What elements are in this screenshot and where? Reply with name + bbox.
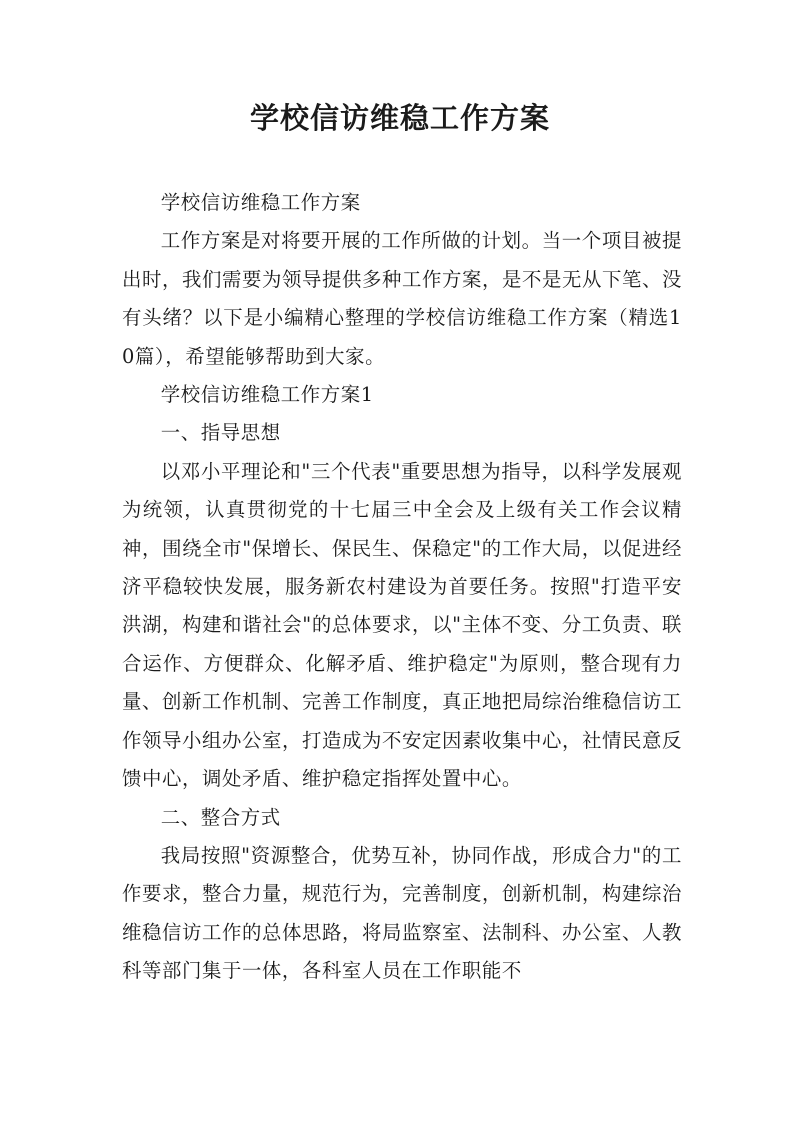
intro-paragraph: 工作方案是对将要开展的工作所做的计划。当一个项目被提出时，我们需要为领导提供多种工作方案，是不是无从下笔、没有头绪？以下是小编精心整理的学校信访维稳工作方案（精选10篇），希望能够帮助到大家。	[122, 229, 682, 368]
guiding-ideology-paragraph: 以邓小平理论和"三个代表"重要思想为指导，以科学发展观为统领，认真贯彻党的十七届三中全会及上级有关工作会议精神，围绕全市"保增长、保民生、保稳定"的工作大局，以促进经济平稳较快发展，服务新农村建设为首要任务。按照"打造平安洪湖，构建和谐社会"的总体要求，以"主体不变、分工负责、联合运作、方便群众、化解矛盾、维护稳定"为原则，整合现有力量、创新工作机制、完善工作制度，真正地把局综治维稳信访工作领导小组办公室，打造成为不安定因素收集中心，社情民意反馈中心，调处矛盾、维护稳定指挥处置中心。	[122, 459, 682, 791]
document-body	[122, 184, 682, 991]
section-heading-integration-method: 二、整合方式	[160, 805, 281, 829]
document-title: 学校信访维稳工作方案	[249, 101, 550, 135]
subtitle-paragraph: 学校信访维稳工作方案	[160, 191, 361, 214]
section-heading-guiding-ideology: 一、指导思想	[160, 421, 281, 445]
section-heading-plan-1: 学校信访维稳工作方案1	[160, 383, 374, 407]
integration-method-paragraph: 我局按照"资源整合，优势互补，协同作战，形成合力"的工作要求，整合力量，规范行为，完善制度，创新机制，构建综治维稳信访工作的总体思路，将局监察室、法制科、办公室、人教科等部门集于一体，各科室人员在工作职能不	[122, 843, 682, 983]
